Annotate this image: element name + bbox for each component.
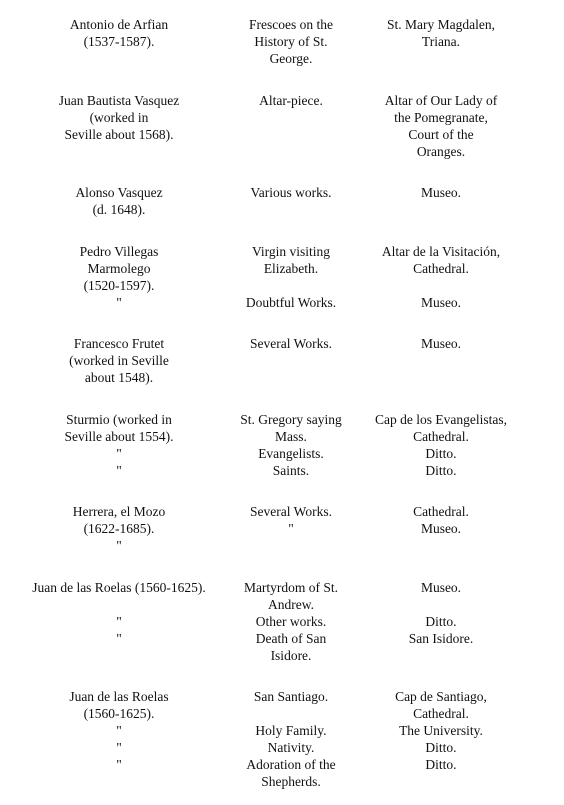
cell-line: Virgin visiting	[251, 244, 331, 259]
cell-line: Oranges.	[416, 144, 466, 159]
cell-line: Seville about 1568).	[64, 127, 174, 142]
cell-line: Cathedral.	[413, 706, 469, 721]
cell-line: St. Mary Magdalen,	[387, 17, 495, 32]
cell-line: (worked in Seville	[69, 353, 169, 368]
cell-line: Isidore.	[270, 648, 312, 663]
location-cell	[318, 688, 564, 773]
cell-line: Juan Bautista Vasquez	[58, 93, 180, 108]
cell-line: Other works.	[255, 614, 327, 629]
cell-line: Death of San	[255, 631, 327, 646]
cell-line: Andrew.	[268, 597, 314, 612]
cell-line: Frescoes on the	[249, 17, 333, 32]
cell-line: Ditto.	[425, 740, 457, 755]
cell-line: Nativity.	[267, 740, 315, 755]
cell-line: Several Works.	[250, 336, 332, 351]
location-cell	[318, 411, 564, 479]
location-cell	[318, 16, 564, 50]
cell-line: Herrera, el Mozo	[72, 504, 166, 519]
cell-line: Adoration of the	[246, 757, 336, 772]
cell-line: Elizabeth.	[263, 261, 319, 276]
cell-line: Cap de los Evangelistas,	[375, 412, 507, 427]
cell-line: (d. 1648).	[92, 202, 146, 217]
cell-line: Altar-piece.	[259, 93, 323, 108]
cell-line: "	[116, 757, 122, 772]
cell-line: Museo.	[420, 185, 462, 200]
cell-line: Cathedral.	[413, 429, 469, 444]
cell-line: San Isidore.	[408, 631, 474, 646]
cell-line: Altar of Our Lady of	[384, 93, 498, 108]
cell-line: George.	[269, 51, 313, 66]
cell-line: Various works.	[250, 185, 332, 200]
cell-line: Ditto.	[425, 757, 457, 772]
cell-line: "	[288, 521, 294, 536]
cell-line: about 1548).	[84, 370, 154, 385]
location-cell	[318, 243, 564, 311]
cell-line: Sturmio (worked in	[66, 412, 172, 427]
cell-line: Court of the	[408, 127, 474, 142]
cell-line: Museo.	[420, 580, 462, 595]
cell-line: Martyrdom of St.	[243, 580, 339, 595]
cell-line: "	[116, 446, 122, 461]
cell-line: Museo.	[420, 521, 462, 536]
cell-line: Ditto.	[425, 463, 457, 478]
cell-line: Ditto.	[425, 614, 457, 629]
cell-line: Francesco Frutet	[73, 336, 165, 351]
blank-line	[318, 596, 564, 613]
cell-line: Doubtful Works.	[245, 295, 337, 310]
location-cell	[318, 503, 564, 537]
cell-line: (1537-1587).	[83, 34, 155, 49]
cell-line: Triana.	[421, 34, 461, 49]
location-cell	[318, 92, 564, 160]
cell-line: History of St.	[254, 34, 328, 49]
cell-line: "	[116, 723, 122, 738]
cell-line: Museo.	[420, 295, 462, 310]
cell-line: Evangelists.	[258, 446, 324, 461]
location-cell	[318, 335, 564, 352]
cell-line: (worked in	[89, 110, 149, 125]
cell-line: (1520-1597).	[83, 278, 155, 293]
cell-line: (1622-1685).	[83, 521, 155, 536]
cell-line: Saints.	[272, 463, 310, 478]
cell-line: Ditto.	[425, 446, 457, 461]
blank-line	[318, 277, 564, 294]
cell-line: The University.	[399, 723, 483, 738]
cell-line: Shepherds.	[261, 774, 321, 789]
cell-line: "	[116, 538, 122, 553]
cell-line: Several Works.	[250, 504, 332, 519]
cell-line: Cap de Santiago,	[395, 689, 487, 704]
cell-line: Alonso Vasquez	[75, 185, 163, 200]
cell-line: San Santiago.	[253, 689, 329, 704]
cell-line: "	[116, 463, 122, 478]
cell-line: Seville about 1554).	[64, 429, 174, 444]
cell-line: "	[116, 295, 122, 310]
cell-line: "	[116, 631, 122, 646]
cell-line: St. Gregory saying	[240, 412, 342, 427]
cell-line: Cathedral.	[413, 504, 469, 519]
cell-line: Holy Family.	[255, 723, 327, 738]
cell-line: Mass.	[275, 429, 307, 444]
cell-line: Cathedral.	[413, 261, 469, 276]
cell-line: "	[116, 740, 122, 755]
location-cell	[318, 579, 564, 647]
cell-line: Altar de la Visitación,	[381, 244, 501, 259]
cell-line: the Pomegranate,	[394, 110, 488, 125]
cell-line: Marmolego	[87, 261, 151, 276]
cell-line: Pedro Villegas	[79, 244, 159, 259]
cell-line: (1560-1625).	[83, 706, 155, 721]
cell-line: Juan de las Roelas	[69, 689, 169, 704]
cell-line: Museo.	[420, 336, 462, 351]
location-cell	[318, 184, 564, 201]
cell-line: Juan de las Roelas (1560-1625).	[32, 580, 206, 595]
cell-line: Antonio de Arfian	[69, 17, 169, 32]
cell-line: "	[116, 614, 122, 629]
